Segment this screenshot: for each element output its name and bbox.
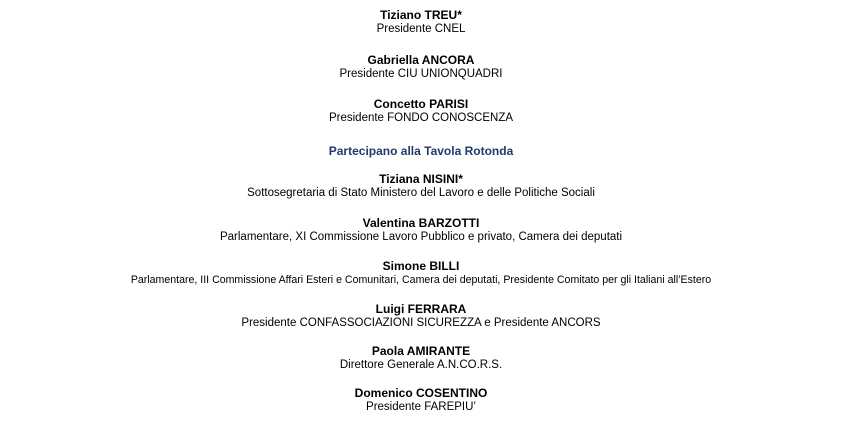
panelist-role: Presidente FAREPIU’	[366, 401, 476, 413]
speaker-name: Tiziano TREU*	[380, 8, 462, 22]
panelist-name: Paola AMIRANTE	[371, 344, 471, 358]
panelist-name: Luigi FERRARA	[375, 302, 467, 316]
panelist-role: Direttore Generale A.N.CO.R.S.	[339, 359, 503, 371]
speaker-entry	[0, 53, 842, 81]
speaker-role: Presidente FONDO CONOSCENZA	[328, 112, 514, 124]
panelist-entry	[0, 344, 842, 372]
panelist-role: Presidente CONFASSOCIAZIONI SICUREZZA e Presidente ANCORS	[241, 317, 601, 329]
panelist-name: Tiziana NISINI*	[379, 172, 463, 186]
panelist-name: Valentina BARZOTTI	[362, 216, 480, 230]
speaker-entry	[0, 97, 842, 125]
panelist-entry	[0, 216, 842, 244]
panelist-role: Parlamentare, III Commissione Affari Esteri e Comunitari, Camera dei deputati, Presidente Comitato per gli Italiani all’Estero	[130, 274, 712, 286]
panelist-role: Parlamentare, XI Commissione Lavoro Pubblico e privato, Camera dei deputati	[219, 231, 623, 243]
speaker-entry	[0, 8, 842, 36]
speaker-role: Presidente CIU UNIONQUADRI	[339, 68, 503, 80]
panelist-entry	[0, 259, 842, 287]
panelist-entry	[0, 302, 842, 330]
panelist-role: Sottosegretaria di Stato Ministero del Lavoro e delle Politiche Sociali	[247, 187, 595, 199]
panelist-entry	[0, 172, 842, 200]
speaker-role: Presidente CNEL	[376, 23, 466, 35]
panelist-name: Simone BILLI	[382, 259, 460, 273]
speaker-name: Concetto PARISI	[373, 97, 469, 111]
section-heading: Partecipano alla Tavola Rotonda	[328, 144, 514, 158]
panelist-name: Domenico COSENTINO	[354, 386, 488, 400]
speaker-name: Gabriella ANCORA	[367, 53, 475, 67]
panelist-entry	[0, 386, 842, 414]
